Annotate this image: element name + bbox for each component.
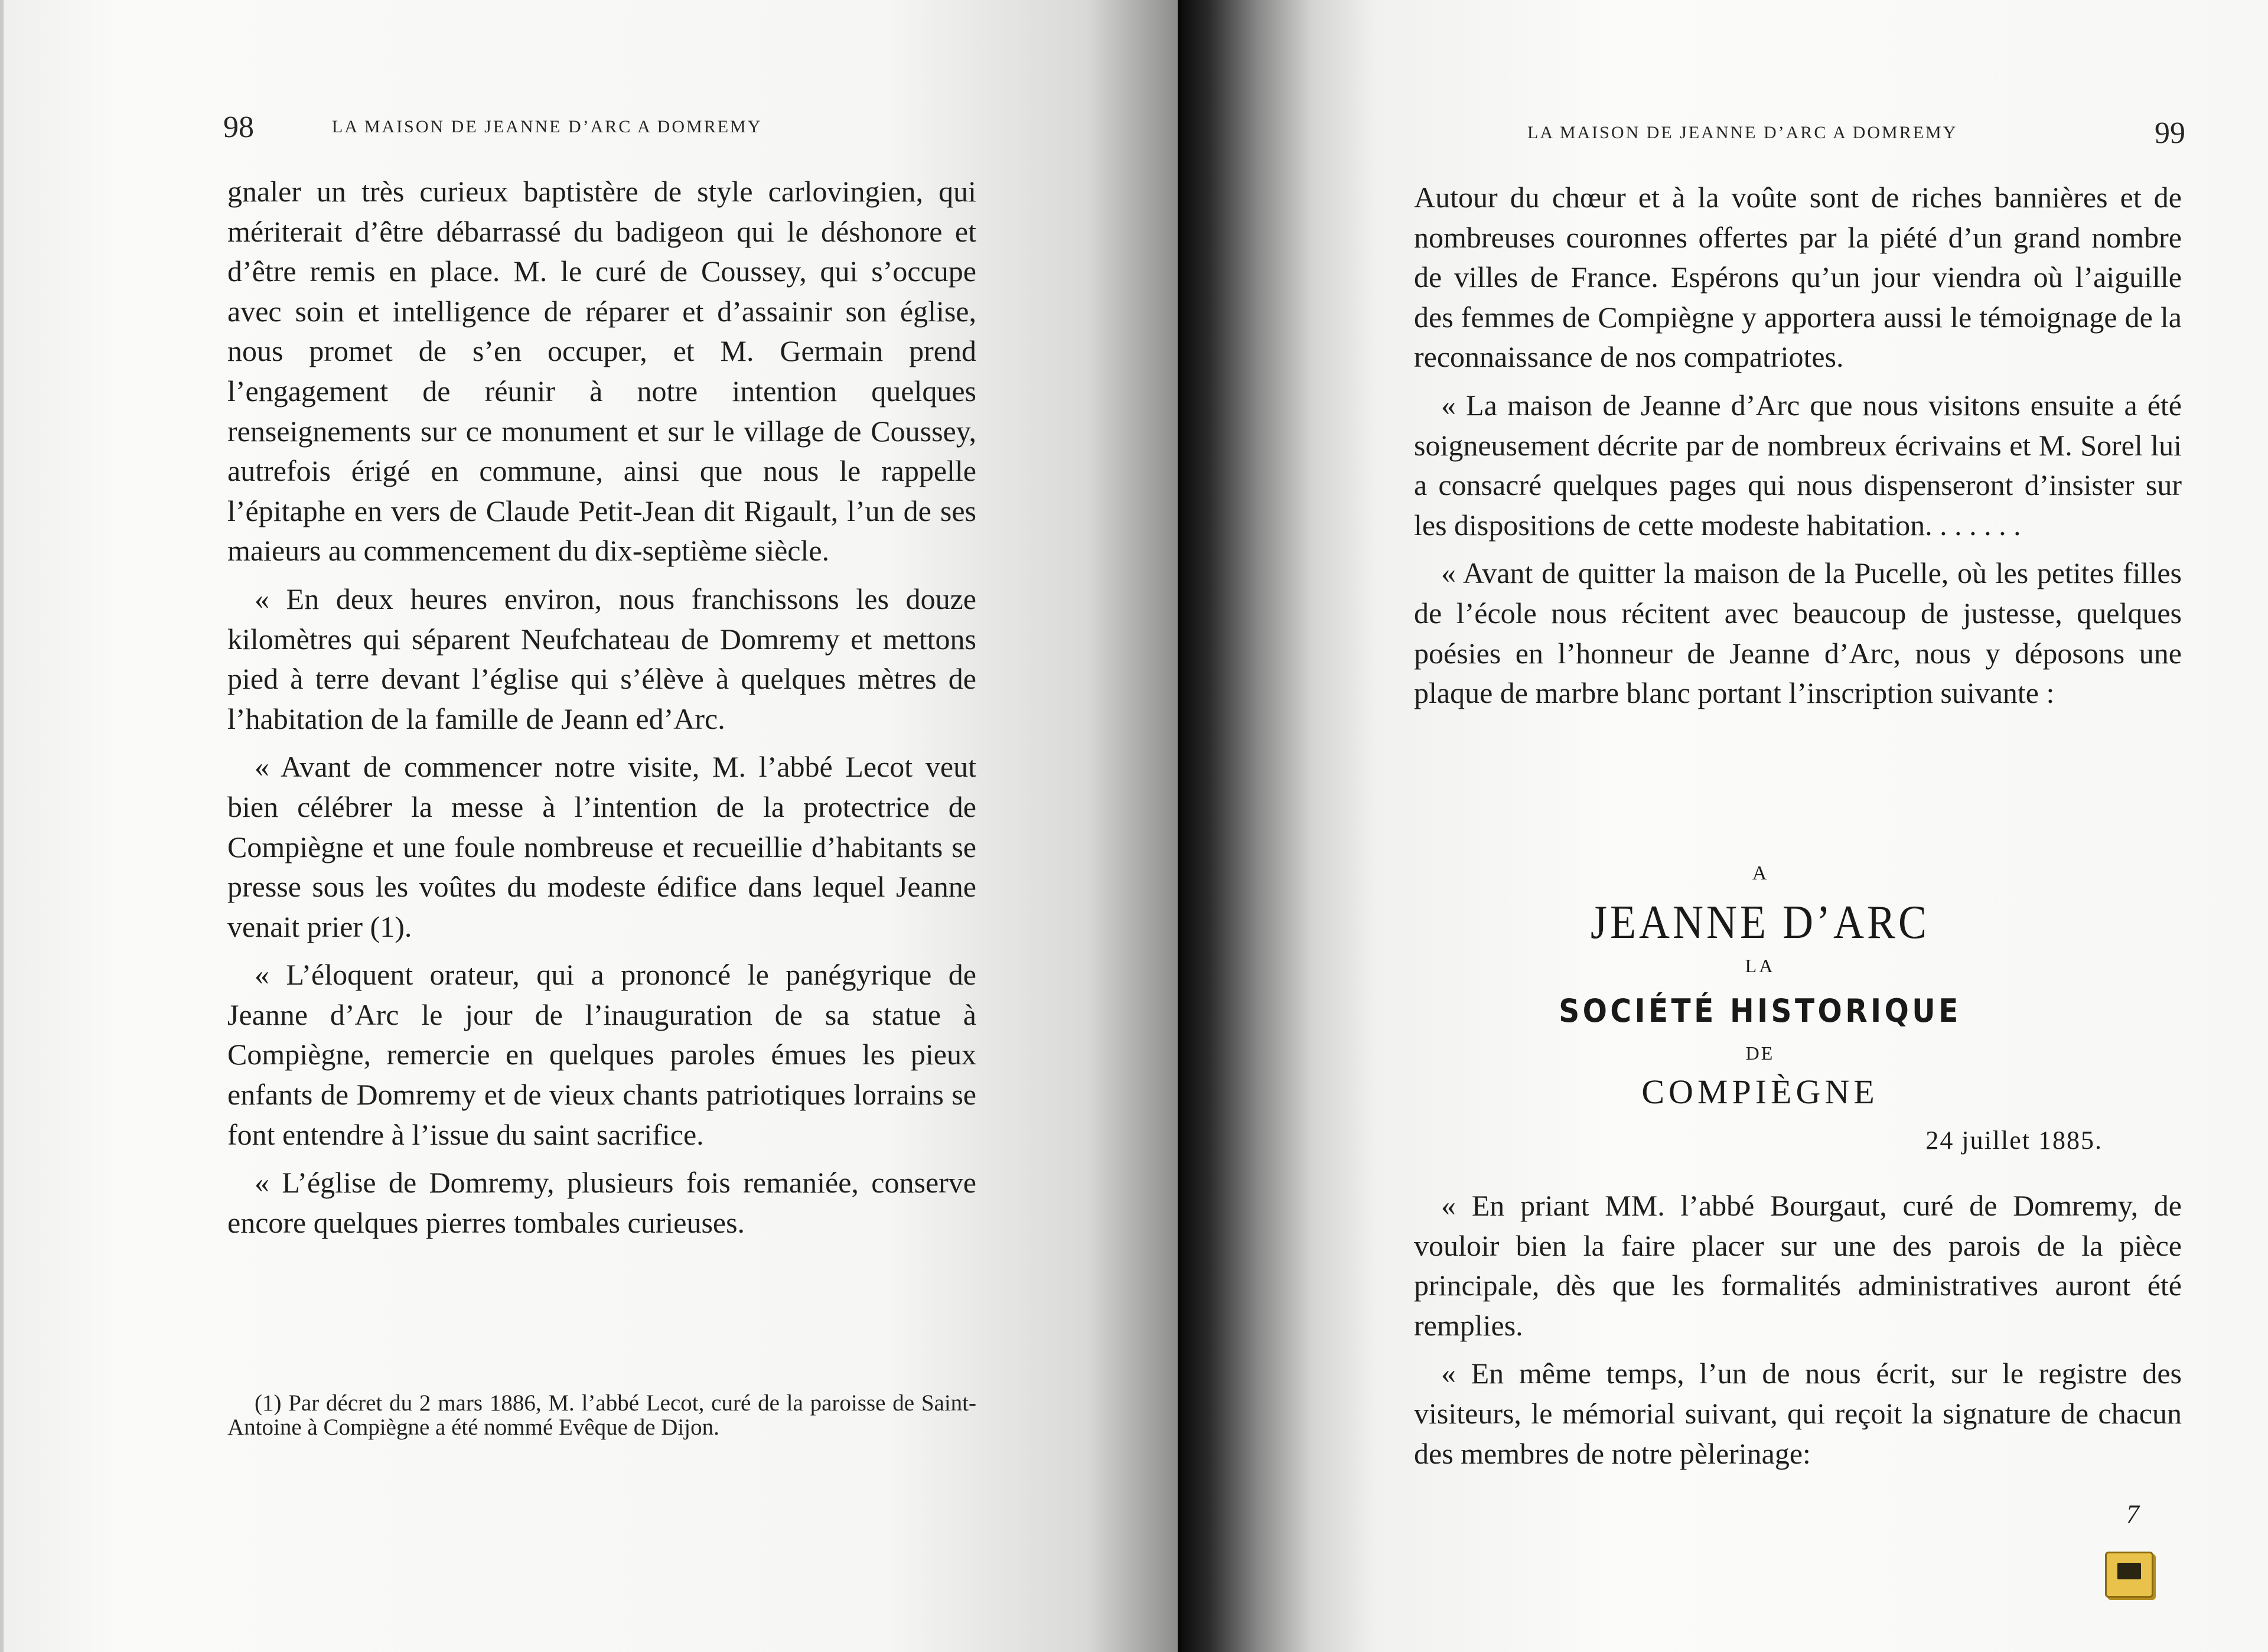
paragraph: « En priant MM. l’abbé Bourgaut, curé de Domremy, de vouloir bien la faire placer sur une des parois de la pièce principale, dès que les formalités administratives auront été remplies. <box>1414 1189 2182 1342</box>
inscription-line-a: A <box>1752 862 1768 884</box>
stamp-icon[interactable] <box>2105 1552 2153 1598</box>
right-running-head: LA MAISON DE JEANNE D’ARC A DOMREMY <box>1527 123 1958 142</box>
paragraph: « Avant de quitter la maison de la Pucelle, où les petites filles de l’école nous récitent avec beaucoup de justesse, quelques poésies en l’honneur de Jeanne d’Arc, nous y déposons une plaque de marbre blanc portant l’inscription suivante : <box>1414 556 2182 710</box>
inscription-society: SOCIÉTÉ HISTORIQUE <box>1559 992 1961 1029</box>
paragraph: « La maison de Jeanne d’Arc que nous visitons ensuite a été soigneusement décrite par de nombreux écrivains et M. Sorel lui a consacré quelques pages qui nous dispenseront d’insister sur les dispositions de cette modeste habitation. . . . . . . <box>1414 388 2182 542</box>
inscription-title: JEANNE D’ARC <box>1591 895 1930 949</box>
inscription-city: COMPIÈGNE <box>1641 1073 1879 1111</box>
page-edge <box>0 0 4 1652</box>
inscription-line-la: LA <box>1745 955 1775 976</box>
inscription-date: 24 juillet 1885. <box>1925 1126 2103 1155</box>
paragraph: « L’église de Domremy, plusieurs fois remaniée, conserve encore quelques pierres tombales curieuses. <box>227 1166 976 1239</box>
paragraph: Autour du chœur et à la voûte sont de riches bannières et de nombreuses couronnes offertes par la piété d’un grand nombre de villes de France. Espérons qu’un jour viendra où l’aiguille des femmes de Compiègne y apportera aussi le témoignage de la reconnaissance de nos compatriotes. <box>1414 181 2182 374</box>
paragraph: « En deux heures environ, nous franchissons les douze kilomètres qui séparent Neufchateau de Domremy et mettons pied à terre devant l’église qui s’élève à quelques mètres de l’habitation de la famille de Jeann ed’Arc. <box>227 582 976 735</box>
left-text-block <box>227 172 976 1243</box>
footnote: (1) Par décret du 2 mars 1886, M. l’abbé Lecot, curé de la paroisse de Saint-Antoine à Compiègne a été nommé Evêque de Dijon. <box>227 1390 976 1440</box>
right-text-block-upper <box>1414 178 2182 713</box>
paragraph: « L’éloquent orateur, qui a prononcé le panégyrique de Jeanne d’Arc le jour de l’inauguration de sa statue à Compiègne, remercie en quelques paroles émues les pieux enfants de Domremy et de vieux chants patriotiques lorrains se font entendre à l’issue du saint sacrifice. <box>227 958 976 1151</box>
paragraph: « Avant de commencer notre visite, M. l’abbé Lecot veut bien célébrer la messe à l’intention de la protectrice de Compiègne et une foule nombreuse et recueillie d’habitants se presse sous les voûtes du modeste édifice dans lequel Jeanne venait prier (1). <box>227 750 976 943</box>
signature-mark: 7 <box>2126 1500 2139 1529</box>
inscription-line-de: DE <box>1745 1042 1775 1064</box>
paragraph: gnaler un très curieux baptistère de style carlovingien, qui mériterait d’être débarrassé du badigeon qui le déshonore et d’être remis en place. M. le curé de Coussey, qui s’occupe avec soin et intelligence de réparer et d’assainir son église, nous promet de s’en occuper, et M. Germain prend l’engagement de réunir à notre intention quelques renseignements sur ce monument et sur le village de Coussey, autrefois érigé en commune, ainsi que nous le rappelle l’épitaphe en vers de Claude Petit-Jean dit Rigault, l’un de ses maieurs au commencement du dix-septième siècle. <box>227 175 976 568</box>
right-page-number: 99 <box>2155 116 2185 150</box>
paragraph: « En même temps, l’un de nous écrit, sur le registre des visiteurs, le mémorial suivant, qui reçoit la signature de chacun des membres de notre pèlerinage: <box>1414 1357 2182 1470</box>
left-page-number: 98 <box>223 110 254 144</box>
right-text-block-lower <box>1414 1186 2182 1474</box>
left-running-head: LA MAISON DE JEANNE D’ARC A DOMREMY <box>332 117 762 136</box>
